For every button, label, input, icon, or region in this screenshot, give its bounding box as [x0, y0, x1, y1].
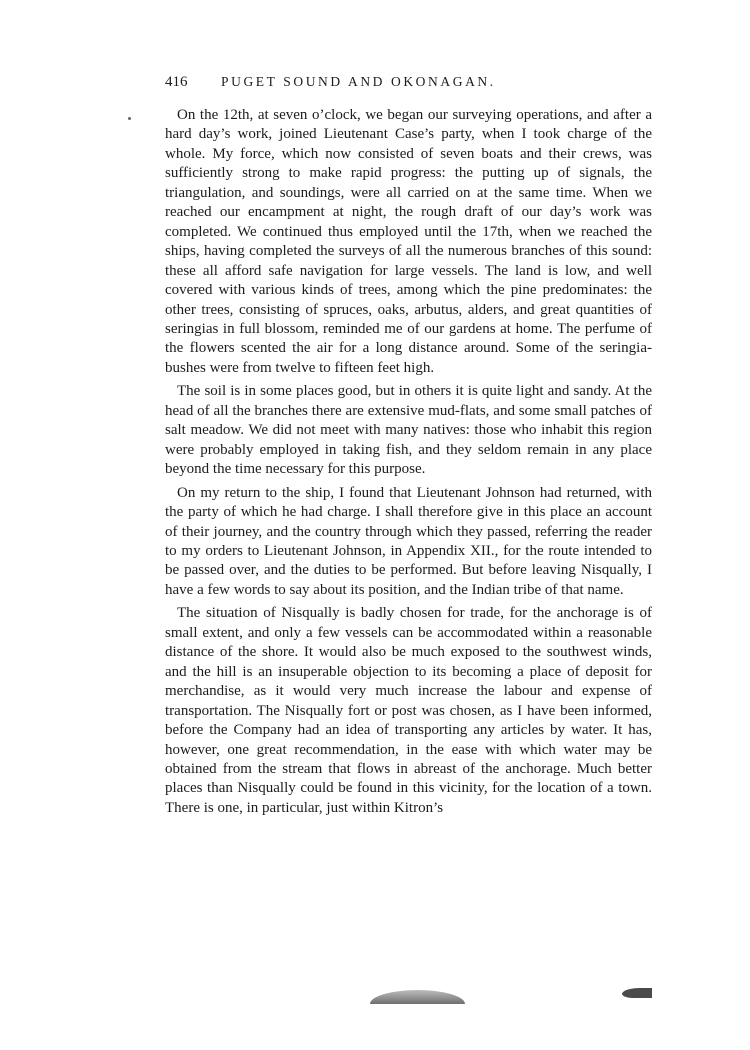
- body-text: [165, 106, 652, 818]
- page-header: [165, 74, 652, 100]
- paragraph-4: The situation of Nisqually is badly chosen for trade, for the anchorage is of small extent, and only a few vessels can be accommodated within a reasonable distance of the shore. It would also be much exposed to the southwest winds, and the hill is an insuperable objection to its becoming a place of deposit for merchandise, as it would very much increase the labour and expense of transportation. The Nisqually fort or post was chosen, as I have been informed, before the Company had an idea of transporting any articles by water. It has, however, one great recommendation, in the ease with which water may be obtained from the stream that flows in abreast of the anchorage. Much better places than Nisqually could be found in this vicinity, for the location of a town. There is one, in particular, just within Kitron’s: [165, 605, 652, 816]
- paragraph-3: On my return to the ship, I found that Lieutenant Johnson had returned, with the party of which he had charge. I shall therefore give in this place an account of their journey, and the country through which they passed, referring the reader to my orders to Lieutenant Johnson, in Appendix XII., for the route intended to be passed over, and the duties to be performed. But before leaving Nisqually, I have a few words to say about its position, and the Indian tribe of that name.: [165, 484, 652, 598]
- scan-smudge: [370, 990, 465, 1004]
- book-page: [165, 74, 652, 818]
- paragraph-2: The soil is in some places good, but in others it is quite light and sandy. At the head of all the branches there are extensive mud-flats, and some small patches of salt meadow. We did not meet with many natives: those who inhabit this region were probably employed in taking fish, and they seldom remain in any place beyond the time necessary for this purpose.: [165, 383, 652, 478]
- paragraph-1: On the 12th, at seven o’clock, we began our surveying operations, and after a hard day’s work, joined Lieutenant Case’s party, when I took charge of the whole. My force, which now consisted of seven boats and their crews, was sufficiently strong to make rapid progress: the putting up of signals, the triangulation, and soundings, were all carried on at the same time. When we reached our encampment at night, the rough draft of our day’s work was completed. We continued thus employed until the 17th, when we reached the ships, having completed the surveys of all the numerous branches of this sound: these all afford safe navigation for large vessels. The land is low, and well covered with various kinds of trees, among which the pine predominates: the other trees, consisting of spruces, oaks, arbutus, alders, and great quantities of seringias in full blossom, reminded me of our gardens at home. The perfume of the flowers scented the air for a long distance around. Some of the seringia-bushes were from twelve to fifteen feet high.: [165, 107, 652, 376]
- margin-mark: [128, 117, 131, 120]
- page-number: 416: [165, 74, 188, 90]
- scan-smudge: [622, 988, 652, 998]
- running-head: PUGET SOUND AND OKONAGAN.: [221, 74, 496, 89]
